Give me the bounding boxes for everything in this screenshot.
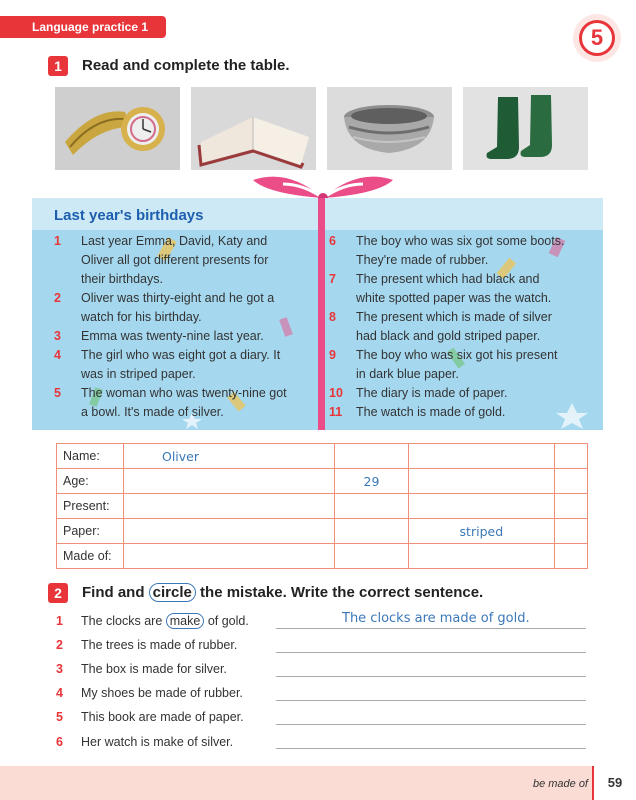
table-cell[interactable] (554, 544, 587, 569)
table-cell[interactable] (554, 469, 587, 494)
table-cell[interactable] (334, 494, 408, 519)
handwritten-answer: 29 (363, 473, 380, 489)
handwritten-answer: The clocks are made of gold. (342, 611, 530, 626)
page-number: 59 (592, 766, 636, 800)
gift-ribbon (318, 198, 325, 430)
clue-3: 3 Emma was twenty-nine last year. (54, 329, 264, 343)
row-label: Paper: (57, 519, 124, 544)
footer-topic: be made of (532, 778, 588, 790)
clue-7: 7 The present which had black and white spotted paper was the watch. (329, 272, 552, 305)
write-line[interactable] (276, 628, 586, 629)
boots-photo (463, 87, 588, 170)
exercise-2-number: 2 (48, 583, 68, 603)
unit-number: 5 (579, 20, 615, 56)
row-label: Age: (57, 469, 124, 494)
table-row (57, 494, 588, 519)
write-line[interactable] (276, 676, 586, 677)
clue-10: 10 The diary is made of paper. (329, 386, 508, 400)
row-label: Name: (57, 444, 124, 469)
table-cell[interactable] (409, 494, 554, 519)
table-cell[interactable] (334, 519, 408, 544)
handwritten-answer: Oliver (162, 448, 200, 464)
table-cell[interactable] (409, 469, 554, 494)
circled-word: circle (149, 583, 196, 602)
clue-2: 2 Oliver was thirty-eight and he got a watch for his birthday. (54, 291, 275, 324)
answer-table (56, 443, 588, 569)
table-cell[interactable] (409, 519, 554, 544)
bowl-photo (327, 87, 452, 170)
table-cell[interactable] (124, 444, 335, 469)
watch-photo (55, 87, 180, 170)
clue-1: 1 Last year Emma, David, Katy and Oliver all got different presents for their birthdays. (54, 234, 269, 286)
row-label: Made of: (57, 544, 124, 569)
section-tab: Language practice 1 (0, 16, 166, 38)
unit-badge (573, 14, 621, 62)
clue-5: 5 The woman who was twenty-nine got a bowl. It's made of silver. (54, 386, 287, 419)
write-line[interactable] (276, 652, 586, 653)
table-cell[interactable] (554, 494, 587, 519)
table-cell[interactable] (124, 469, 335, 494)
clue-4: 4 The girl who was eight got a diary. It was in striped paper. (54, 348, 281, 381)
exercise-1-number: 1 (48, 56, 68, 76)
clue-11: 11 The watch is made of gold. (329, 405, 506, 419)
write-line[interactable] (276, 748, 586, 749)
table-row (57, 519, 588, 544)
exercise-1-instruction: Read and complete the table. (82, 57, 290, 74)
clue-8: 8 The present which is made of silver had black and gold striped paper. (329, 310, 552, 343)
row-label: Present: (57, 494, 124, 519)
exercise-2-instruction: Find and circle the mistake. Write the correct sentence. (82, 584, 484, 601)
table-cell[interactable] (334, 544, 408, 569)
diary-photo (191, 87, 316, 170)
table-cell[interactable] (554, 519, 587, 544)
clue-9: 9 The boy who was six got his present in dark blue paper. (329, 348, 558, 381)
table-cell[interactable] (409, 544, 554, 569)
write-line[interactable] (276, 700, 586, 701)
table-cell[interactable] (409, 444, 554, 469)
clue-box-title: Last year's birthdays (54, 207, 204, 224)
table-cell[interactable] (124, 494, 335, 519)
handwritten-answer: striped (459, 523, 504, 539)
gift-clue-box (32, 198, 603, 430)
table-row (57, 444, 588, 469)
table-row (57, 469, 588, 494)
table-cell[interactable] (124, 519, 335, 544)
table-cell[interactable] (334, 469, 408, 494)
table-cell[interactable] (554, 444, 587, 469)
clue-6: 6 The boy who was six got some boots. They're made of rubber. (329, 234, 565, 267)
page-footer (0, 766, 636, 800)
write-line[interactable] (276, 724, 586, 725)
table-row (57, 544, 588, 569)
circled-mistake: make (166, 613, 205, 629)
table-cell[interactable] (334, 444, 408, 469)
table-cell[interactable] (124, 544, 335, 569)
